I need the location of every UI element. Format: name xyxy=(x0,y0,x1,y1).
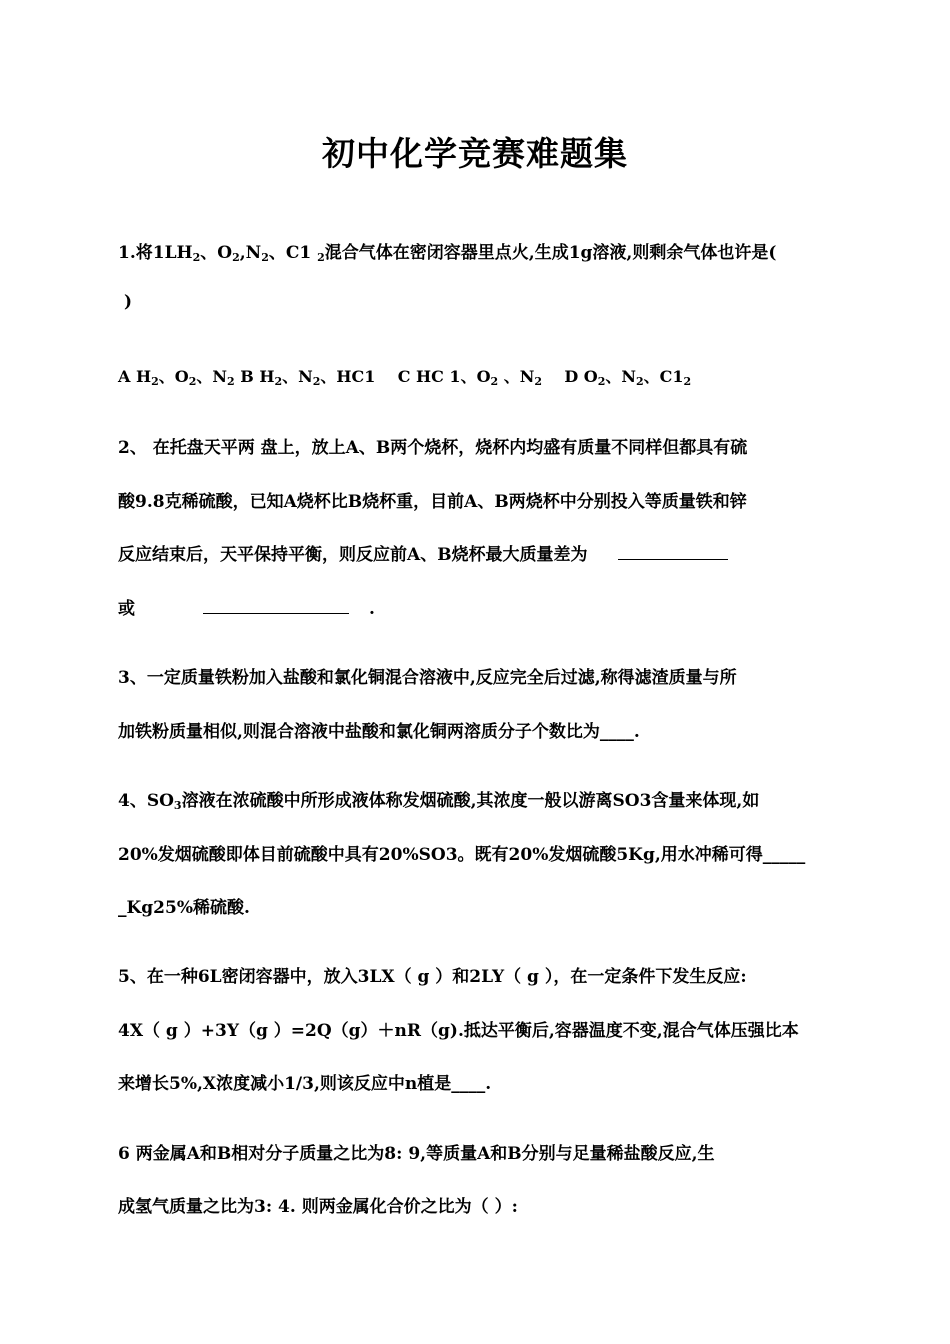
answer-blank[interactable] xyxy=(618,545,728,560)
question-2-line-4: 或 . xyxy=(118,599,375,619)
question-6-line-1: 6 两金属A和B相对分子质量之比为8: 9,等质量A和B分别与足量稀盐酸反应,生 xyxy=(118,1144,715,1164)
question-5-line-3: 来增长5%,X浓度减小1/3,则该反应中n植是____. xyxy=(118,1074,492,1094)
question-2-line-3: 反应结束后，天平保持平衡，则反应前A、B烧杯最大质量差为 xyxy=(118,540,728,565)
page-title: 初中化学竞赛难题集 xyxy=(322,134,628,173)
question-4-line-2: 20%发烟硫酸即体目前硫酸中具有20%SO3。既有20%发烟硫酸5Kg,用水冲稀可得_____ xyxy=(118,845,806,865)
question-1-options: A $H_2$、$O_2$、$N_2$ B $H_2$、$N_2$、HC1 C HC 1、$O_2$ 、$N_2$ D $O_2$、$N_2$、$C1_2$ xyxy=(118,367,692,388)
question-5-line-2: 4X（ g ）+3Y（g ）=2Q（g）＋nR（g).抵达平衡后,容器温度不变,混合气体压强比本 xyxy=(118,1021,799,1041)
question-4-line-1: 4、$SO_3$溶液在浓硫酸中所形成液体称发烟硫酸,其浓度一般以游离SO3含量来体现,如 xyxy=(118,791,760,812)
question-4-line-3: _Kg25%稀硫酸. xyxy=(118,898,250,918)
question-1-line-1: 1.将$1LH_2$、$O_2,N_2$、C1 $_2$混合气体在密闭容器里点火,生成1g溶液,则剩余气体也许是( xyxy=(118,243,777,264)
question-3-line-2: 加铁粉质量相似,则混合溶液中盐酸和氯化铜两溶质分子个数比为____. xyxy=(118,722,640,742)
q1-text: 1.将1LH xyxy=(118,243,193,263)
question-1-line-2: ) xyxy=(124,292,133,312)
question-2-line-2: 酸9.8克稀硫酸，已知A烧杯比B烧杯重，目前A、B两烧杯中分别投入等质量铁和锌 xyxy=(118,492,747,512)
question-2-line-1: 2、 在托盘天平两 盘上，放上A、B两个烧杯，烧杯内均盛有质量不同样但都具有硫 xyxy=(118,438,748,458)
question-6-line-2: 成氢气质量之比为3: 4. 则两金属化合价之比为（ ）: xyxy=(118,1197,518,1217)
answer-blank[interactable] xyxy=(203,599,349,614)
question-5-line-1: 5、在一种6L密闭容器中，放入3LX（ g ）和2LY（ g ），在一定条件下发生反应: xyxy=(118,967,747,987)
question-3-line-1: 3、一定质量铁粉加入盐酸和氯化铜混合溶液中,反应完全后过滤,称得滤渣质量与所 xyxy=(118,668,737,688)
